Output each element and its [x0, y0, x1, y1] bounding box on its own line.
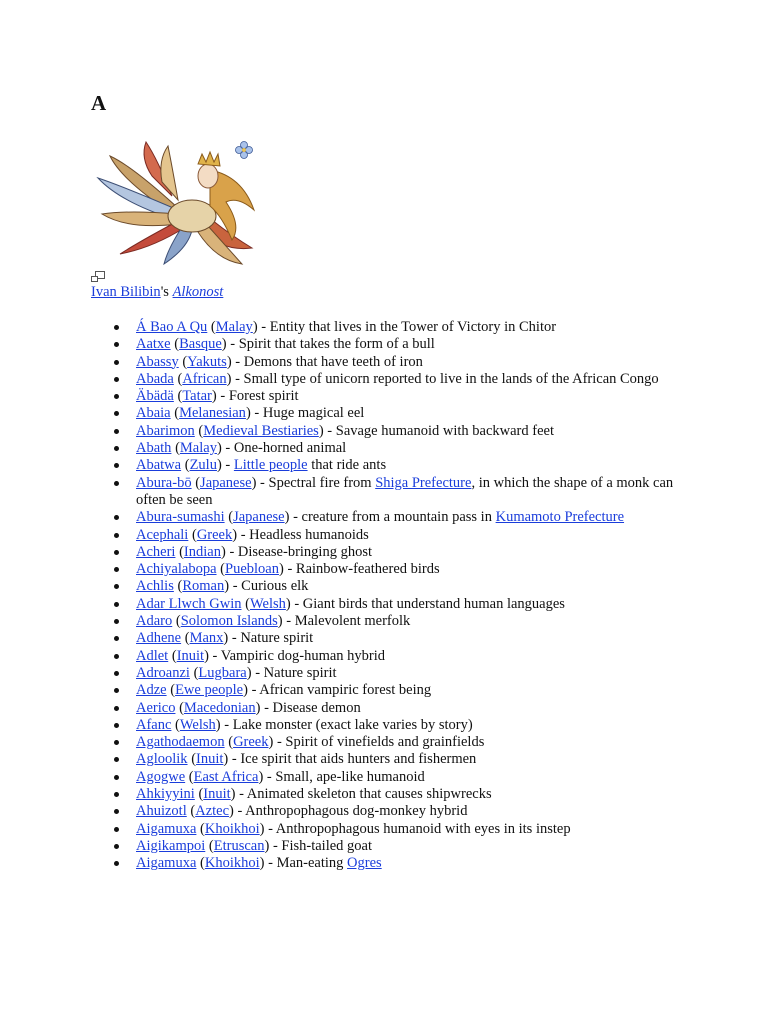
origin-link[interactable]: Malay	[179, 440, 217, 457]
origin-link[interactable]: Manx	[189, 630, 224, 647]
creature-name-link[interactable]: Abura-bō	[136, 474, 192, 491]
origin-link[interactable]: Solomon Islands	[180, 613, 278, 630]
creature-description: - Giant birds that understand human languages	[290, 595, 565, 612]
creature-description: - Spirit of vinefields and grainfields	[273, 734, 485, 751]
creature-description: - Disease-bringing ghost	[225, 543, 372, 560]
creature-name-link[interactable]: Agathodaemon	[136, 734, 225, 751]
image-caption	[91, 284, 223, 301]
list-item: Abura-bō (Japanese) - Spectral fire from Shiga Prefecture, in which the shape of a monk can often be seen	[136, 475, 684, 510]
origin-link[interactable]: Welsh	[249, 595, 286, 612]
origin-link[interactable]: Yakuts	[187, 353, 227, 370]
origin-link[interactable]: Medieval Bestiaries	[203, 422, 319, 439]
list-item: Adze (Ewe people) - African vampiric forest being	[136, 682, 684, 699]
creature-name-link[interactable]: Ahkiyyini	[136, 786, 195, 803]
list-item: Acheri (Indian) - Disease-bringing ghost	[136, 544, 684, 561]
creature-description: - Curious elk	[229, 578, 309, 595]
creature-description: - Huge magical eel	[250, 405, 365, 422]
creature-name-link[interactable]: Adhene	[136, 630, 182, 647]
creature-name-link[interactable]: Achiyalabopa	[136, 561, 217, 578]
list-item: Abada (African) - Small type of unicorn reported to live in the lands of the African Congo	[136, 371, 684, 388]
origin-link[interactable]: Basque	[179, 336, 222, 353]
list-item: Abura-sumashi (Japanese) - creature from a mountain pass in Kumamoto Prefecture	[136, 509, 684, 526]
creature-description: - Savage humanoid with backward feet	[323, 422, 554, 439]
list-item: Abassy (Yakuts) - Demons that have teeth of iron	[136, 354, 684, 371]
enlarge-icon[interactable]	[91, 271, 105, 283]
origin-link[interactable]: Melanesian	[179, 405, 246, 422]
creature-description: - Anthropophagous dog-monkey hybrid	[233, 803, 468, 820]
section-heading: A	[91, 91, 107, 115]
crown	[198, 152, 220, 166]
list-item: Aigikampoi (Etruscan) - Fish-tailed goat	[136, 838, 684, 855]
origin-link[interactable]: Puebloan	[225, 561, 279, 578]
creature-name-link[interactable]: Adlet	[136, 647, 169, 664]
list-item: Aigamuxa (Khoikhoi) - Man-eating Ogres	[136, 855, 684, 872]
creature-description: - African vampiric forest being	[247, 682, 432, 699]
description-link[interactable]: Ogres	[347, 855, 382, 872]
list-item: Agogwe (East Africa) - Small, ape-like humanoid	[136, 769, 684, 786]
creature-name-link[interactable]: Acephali	[136, 526, 189, 543]
origin-link[interactable]: Welsh	[179, 716, 216, 733]
list-item: Adlet (Inuit) - Vampiric dog-human hybrid	[136, 648, 684, 665]
creature-description: -	[221, 457, 234, 474]
description-link[interactable]: Little people	[233, 457, 308, 474]
list-item: Äbädä (Tatar) - Forest spirit	[136, 388, 684, 405]
creature-description: - Nature spirit	[251, 664, 337, 681]
creature-description: - Malevolent merfolk	[282, 613, 411, 630]
creature-name-link[interactable]: Abath	[136, 440, 172, 457]
creature-name-link[interactable]: Adze	[136, 682, 167, 699]
origin-link[interactable]: Japanese	[200, 474, 252, 491]
creature-description: - Rainbow-feathered birds	[283, 561, 440, 578]
creature-description: - Vampiric dog-human hybrid	[208, 647, 386, 664]
creature-description: - creature from a mountain pass in	[289, 509, 496, 526]
creature-description: - Small, ape-like humanoid	[263, 768, 425, 785]
maiden-face	[198, 164, 218, 188]
origin-link[interactable]: Khoikhoi	[204, 820, 260, 837]
list-item: Ahkiyyini (Inuit) - Animated skeleton that causes shipwrecks	[136, 786, 684, 803]
origin-link[interactable]: Tatar	[182, 388, 212, 405]
list-item: Á Bao A Qu (Malay) - Entity that lives in the Tower of Victory in Chitor	[136, 319, 684, 336]
list-item: Adaro (Solomon Islands) - Malevolent merfolk	[136, 613, 684, 630]
creature-description: - Disease demon	[260, 699, 361, 716]
caption-possessive: 's	[160, 284, 173, 300]
list-item: Adhene (Manx) - Nature spirit	[136, 630, 684, 647]
flower-ornament	[236, 142, 253, 159]
origin-link[interactable]: Lugbara	[198, 664, 247, 681]
alkonost-illustration	[92, 136, 264, 266]
creature-name-link[interactable]: Abassy	[136, 353, 179, 370]
creature-name-link[interactable]: Á Bao A Qu	[136, 319, 208, 335]
creature-description: - Entity that lives in the Tower of Victory in Chitor	[257, 319, 557, 335]
list-item: Adar Llwch Gwin (Welsh) - Giant birds that understand human languages	[136, 596, 684, 613]
list-item: Ahuizotl (Aztec) - Anthropophagous dog-monkey hybrid	[136, 803, 684, 820]
origin-link[interactable]: African	[182, 370, 227, 387]
creature-name-link[interactable]: Ahuizotl	[136, 803, 187, 820]
list-item: Agathodaemon (Greek) - Spirit of vinefields and grainfields	[136, 734, 684, 751]
creature-description-continued: that ride ants	[307, 457, 387, 474]
origin-link[interactable]: Macedonian	[183, 699, 256, 716]
list-item: Aerico (Macedonian) - Disease demon	[136, 700, 684, 717]
description-link[interactable]: Shiga Prefecture	[375, 474, 472, 491]
bird-body	[168, 200, 216, 232]
creature-name-link[interactable]: Adar Llwch Gwin	[136, 595, 242, 612]
creature-name-link[interactable]: Abatwa	[136, 457, 182, 474]
origin-link[interactable]: Inuit	[203, 786, 231, 803]
origin-link[interactable]: Indian	[183, 543, 221, 560]
list-item: Abatwa (Zulu) - Little people that ride ants	[136, 457, 684, 474]
list-item: Adroanzi (Lugbara) - Nature spirit	[136, 665, 684, 682]
origin-link[interactable]: Aztec	[195, 803, 230, 820]
creature-name-link[interactable]: Aigikampoi	[136, 837, 206, 854]
creature-name-link[interactable]: Aigamuxa	[136, 855, 197, 872]
creature-name-link[interactable]: Äbädä	[136, 388, 174, 405]
list-item: Acephali (Greek) - Headless humanoids	[136, 527, 684, 544]
creature-list	[136, 319, 684, 873]
creature-description: - Demons that have teeth of iron	[231, 353, 423, 370]
creature-name-link[interactable]: Aerico	[136, 699, 176, 716]
creature-description: - Ice spirit that aids hunters and fishermen	[228, 751, 477, 768]
list-item: Achlis (Roman) - Curious elk	[136, 578, 684, 595]
creature-name-link[interactable]: Adroanzi	[136, 664, 190, 681]
creature-description: - Small type of unicorn reported to live in the lands of the African Congo	[231, 370, 659, 387]
creature-description: - Spirit that takes the form of a bull	[226, 336, 435, 353]
origin-link[interactable]: Khoikhoi	[204, 855, 260, 872]
origin-link[interactable]: Greek	[196, 526, 233, 543]
origin-link[interactable]: East Africa	[193, 768, 259, 785]
creature-name-link[interactable]: Agloolik	[136, 751, 188, 768]
creature-name-link[interactable]: Adaro	[136, 613, 173, 630]
creature-name-link[interactable]: Achlis	[136, 578, 174, 595]
list-item: Aatxe (Basque) - Spirit that takes the form of a bull	[136, 336, 684, 353]
origin-link[interactable]: Zulu	[189, 457, 217, 474]
creature-name-link[interactable]: Abaia	[136, 405, 171, 422]
creature-name-link[interactable]: Aigamuxa	[136, 820, 197, 837]
list-item: Afanc (Welsh) - Lake monster (exact lake varies by story)	[136, 717, 684, 734]
origin-link[interactable]: Etruscan	[213, 837, 265, 854]
creature-name-link[interactable]: Abarimon	[136, 422, 195, 439]
origin-link[interactable]: Inuit	[196, 751, 224, 768]
origin-link[interactable]: Inuit	[176, 647, 205, 664]
list-item: Aigamuxa (Khoikhoi) - Anthropophagous humanoid with eyes in its instep	[136, 821, 684, 838]
description-link[interactable]: Kumamoto Prefecture	[495, 509, 625, 526]
creature-description: - Lake monster (exact lake varies by story)	[220, 716, 473, 733]
creature-description-continued: , in which the shape of a monk can often be seen	[136, 474, 674, 508]
creature-name-link[interactable]: Aatxe	[136, 336, 171, 353]
artist-link[interactable]: Ivan Bilibin	[91, 284, 161, 300]
creature-name-link[interactable]: Acheri	[136, 543, 176, 560]
creature-name-link[interactable]: Abada	[136, 370, 174, 387]
origin-link[interactable]: Roman	[182, 578, 225, 595]
creature-description: - Headless humanoids	[237, 526, 369, 543]
creature-description: - Anthropophagous humanoid with eyes in its instep	[264, 820, 571, 837]
list-item: Abaia (Melanesian) - Huge magical eel	[136, 405, 684, 422]
list-item: Achiyalabopa (Puebloan) - Rainbow-feathered birds	[136, 561, 684, 578]
creature-name-link[interactable]: Afanc	[136, 716, 172, 733]
origin-link[interactable]: Japanese	[233, 509, 285, 526]
creature-description: - One-horned animal	[221, 440, 347, 457]
creature-description: - Man-eating	[264, 855, 348, 872]
origin-link[interactable]: Greek	[233, 734, 269, 751]
list-item: Abarimon (Medieval Bestiaries) - Savage humanoid with backward feet	[136, 423, 684, 440]
artwork-link[interactable]: Alkonost	[172, 284, 224, 300]
origin-link[interactable]: Malay	[215, 319, 253, 335]
list-item: Agloolik (Inuit) - Ice spirit that aids hunters and fishermen	[136, 751, 684, 768]
creature-description: - Nature spirit	[228, 630, 314, 647]
creature-name-link[interactable]: Abura-sumashi	[136, 509, 225, 526]
creature-description: - Spectral fire from	[256, 474, 376, 491]
origin-link[interactable]: Ewe people	[175, 682, 244, 699]
creature-description: - Animated skeleton that causes shipwrecks	[235, 786, 492, 803]
list-item: Abath (Malay) - One-horned animal	[136, 440, 684, 457]
creature-description: - Forest spirit	[216, 388, 299, 405]
creature-name-link[interactable]: Agogwe	[136, 768, 186, 785]
creature-description: - Fish-tailed goat	[269, 837, 373, 854]
